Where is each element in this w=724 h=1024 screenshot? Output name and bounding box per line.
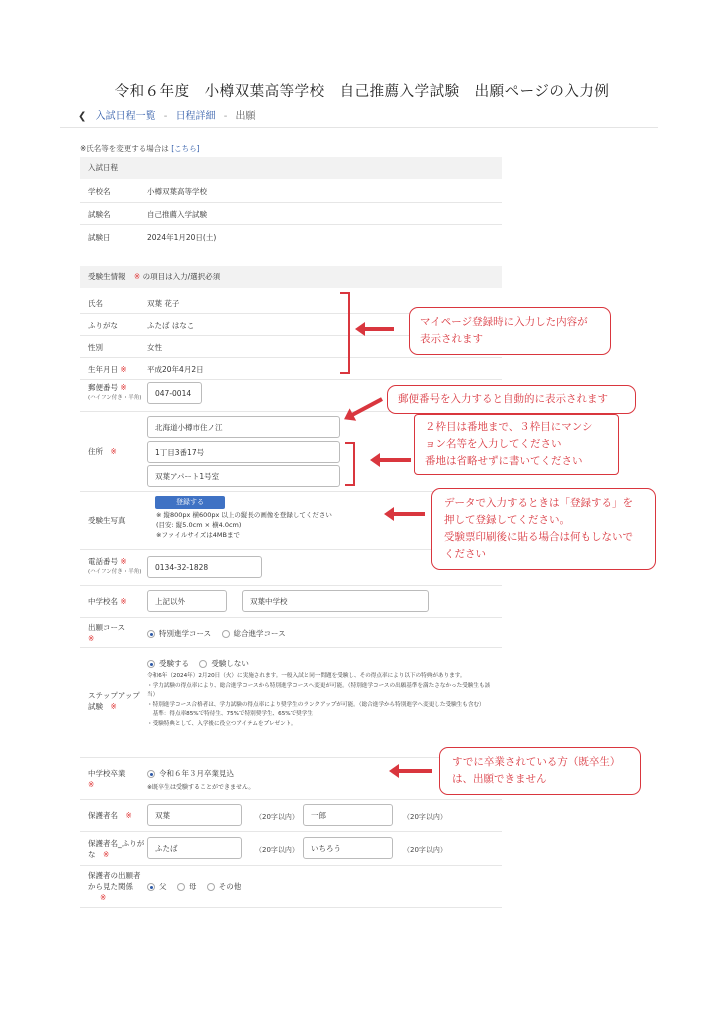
course-radio-group	[147, 628, 294, 639]
graduation-radio[interactable]: 令和６年３月卒業見込	[147, 768, 242, 779]
guardian-first-name-input[interactable]: 一郎	[303, 804, 393, 826]
annotation-bracket	[340, 292, 350, 374]
address-line1-input[interactable]: 北海道小樽市住ノ江	[147, 416, 340, 438]
radio-stepup-no[interactable]: 受験しない	[199, 658, 249, 669]
annotation-bracket	[345, 442, 355, 486]
phone-input[interactable]: 0134-32-1828	[147, 556, 262, 578]
table-row: 生年月日 ※ 平成20年4月2日	[80, 358, 502, 380]
applicant-kana: ふたば はなこ	[147, 321, 195, 330]
annotation-address: ２枠目は番地まで、３枠目にマンシ ョン名等を入力してください 番地は省略せずに書いてください	[414, 414, 619, 475]
course-row: 出願コース ※ 特別進学コース 総合進学コース	[80, 618, 502, 648]
page-title: 令和６年度 小樽双葉高等学校 自己推薦入学試験 出願ページの入力例	[114, 84, 610, 100]
name-change-link[interactable]: [こちら]	[171, 144, 200, 153]
name-change-note: ※氏名等を変更する場合は [こちら]	[80, 144, 200, 153]
annotation-arrow	[393, 512, 425, 516]
radio-general-course[interactable]: 総合進学コース	[222, 628, 286, 639]
breadcrumb-separator: -	[223, 111, 228, 122]
breadcrumb	[78, 107, 256, 122]
relation-row: 保護者の出願者から見た関係 ※ 父 母 その他	[80, 866, 502, 908]
postal-code-input[interactable]: 047-0014	[147, 382, 202, 404]
table-row: 試験日 2024年1月20日(土)	[88, 233, 217, 242]
table-row: 試験名 自己推薦入学試験	[80, 203, 502, 225]
breadcrumb-link-schedule-detail[interactable]: 日程詳細	[175, 111, 216, 122]
table-row: 氏名 双葉 花子	[80, 292, 502, 314]
guardian-row: 保護者名 ※ 双葉 （20字以内） 一郎 （20字以内）	[80, 800, 502, 832]
table-row: 性別 女性	[80, 336, 502, 358]
photo-row: 受験生写真 登録する ※ 縦800px 横600px 以上の縦長の画像を登録してください (目安: 縦5.0cm × 横4.0cm) ※ファイルサイズは4MBまで	[80, 492, 502, 550]
breadcrumb-separator: -	[163, 111, 168, 122]
radio-mother[interactable]: 母	[177, 881, 197, 892]
address-row: 住所 ※ 北海道小樽市住ノ江 1丁目3番17号 双葉アパート1号室	[80, 412, 502, 492]
relation-radio-group	[147, 881, 249, 892]
stepup-row: ステップアップ試験 ※ 受験する 受験しない 令和6年（2024年）2月20日（火）に実施されます。一般入試と同一問題を受験し、その得点率により以下の特典があります。 ・学力試験の得点率により、総合進学コースから特別進学コースへ変更が可能。（特別進学コースの出願基準を満たさなかった受験生も該当） ・特別進学コース合格者は、学力試験の得点率により奨学生のランクアップが可能。（総合進学から特別進学へ変更した受験生も含む） 基準：得点率85%で特待生、75%で特別奨学生、65%で奨学生 ・受験特典として、入学後に役立つアイテムをプレゼント。	[80, 648, 502, 758]
graduation-row: 中学校卒業 ※ 令和６年３月卒業見込 ※既卒生は受験することができません。	[80, 758, 502, 800]
back-chevron-icon[interactable]: ❮	[78, 111, 87, 122]
graduation-note: ※既卒生は受験することができません。	[147, 784, 255, 791]
photo-register-button[interactable]: 登録する	[155, 496, 225, 509]
junior-high-select[interactable]: 上記以外	[147, 590, 227, 612]
applicant-name: 双葉 花子	[147, 299, 180, 308]
applicant-gender: 女性	[147, 343, 162, 352]
guardian-kana-last-input[interactable]: ふたば	[147, 837, 242, 859]
applicant-birthday: 平成20年4月2日	[147, 365, 204, 374]
table-row: 学校名 小樽双葉高等学校	[80, 179, 502, 203]
guardian-last-name-input[interactable]: 双葉	[147, 804, 242, 826]
address-line3-input[interactable]: 双葉アパート1号室	[147, 465, 340, 487]
radio-father[interactable]: 父	[147, 881, 167, 892]
annotation-arrow	[379, 458, 411, 462]
address-line2-input[interactable]: 1丁目3番17号	[147, 441, 340, 463]
phone-row: 電話番号 ※ (ハイフン付き・半角) 0134-32-1828	[80, 550, 502, 586]
annotation-mypage: マイページ登録時に入力した内容が 表示されます	[409, 307, 611, 355]
divider	[60, 127, 658, 128]
radio-special-course[interactable]: 特別進学コース	[147, 628, 211, 639]
section-header: 入試日程	[80, 157, 502, 179]
junior-high-row: 中学校名 ※ 上記以外 双葉中学校	[80, 586, 502, 618]
photo-notes: ※ 縦800px 横600px 以上の縦長の画像を登録してください (目安: 縦5.0cm × 横4.0cm) ※ファイルサイズは4MBまで	[156, 511, 332, 539]
breadcrumb-link-schedule-list[interactable]: 入試日程一覧	[95, 111, 156, 122]
exam-schedule-section	[80, 157, 502, 249]
guardian-kana-row: 保護者名_ふりがな ※ ふたば （20字以内） いちろう （20字以内）	[80, 832, 502, 866]
stepup-radio-group	[147, 658, 257, 669]
guardian-kana-first-input[interactable]: いちろう	[303, 837, 393, 859]
table-row: ふりがな ふたば はなこ	[80, 314, 502, 336]
annotation-postal: 郵便番号を入力すると自動的に表示されます	[387, 385, 636, 414]
breadcrumb-current: 出願	[235, 111, 256, 122]
junior-high-name-input[interactable]: 双葉中学校	[242, 590, 429, 612]
annotation-photo: データで入力するときは「登録する」を 押して登録してください。 受験票印刷後に貼る場合は何もしないで ください	[431, 488, 656, 570]
postal-row: 郵便番号 ※ (ハイフン付き・半角) 047-0014	[80, 380, 502, 412]
radio-stepup-yes[interactable]: 受験する	[147, 658, 189, 669]
stepup-description: 令和6年（2024年）2月20日（火）に実施されます。一般入試と同一問題を受験し、その得点率により以下の特典があります。 ・学力試験の得点率により、総合進学コースから特別進学コースへ変更が可能。（特別進学コースの出願基準を満たさなかった受験生も該当） ・特別進学コース合格者は、学力試験の得点率により奨学生のランクアップが可能。（総合進学から特別進学へ変更した受験生も含む） 基準：得点率85%で特待生、75%で特別奨学生、65%で奨学生 ・受験特典として、入学後に役立つアイテムをプレゼント。	[147, 673, 491, 727]
annotation-arrow	[398, 769, 432, 773]
annotation-arrow	[364, 327, 394, 331]
radio-other[interactable]: その他	[207, 881, 242, 892]
annotation-graduate: すでに卒業されている方（既卒生） は、出願できません	[439, 747, 641, 795]
applicant-section-header: 受験生情報 ※ の項目は入力/選択必須	[80, 266, 502, 288]
